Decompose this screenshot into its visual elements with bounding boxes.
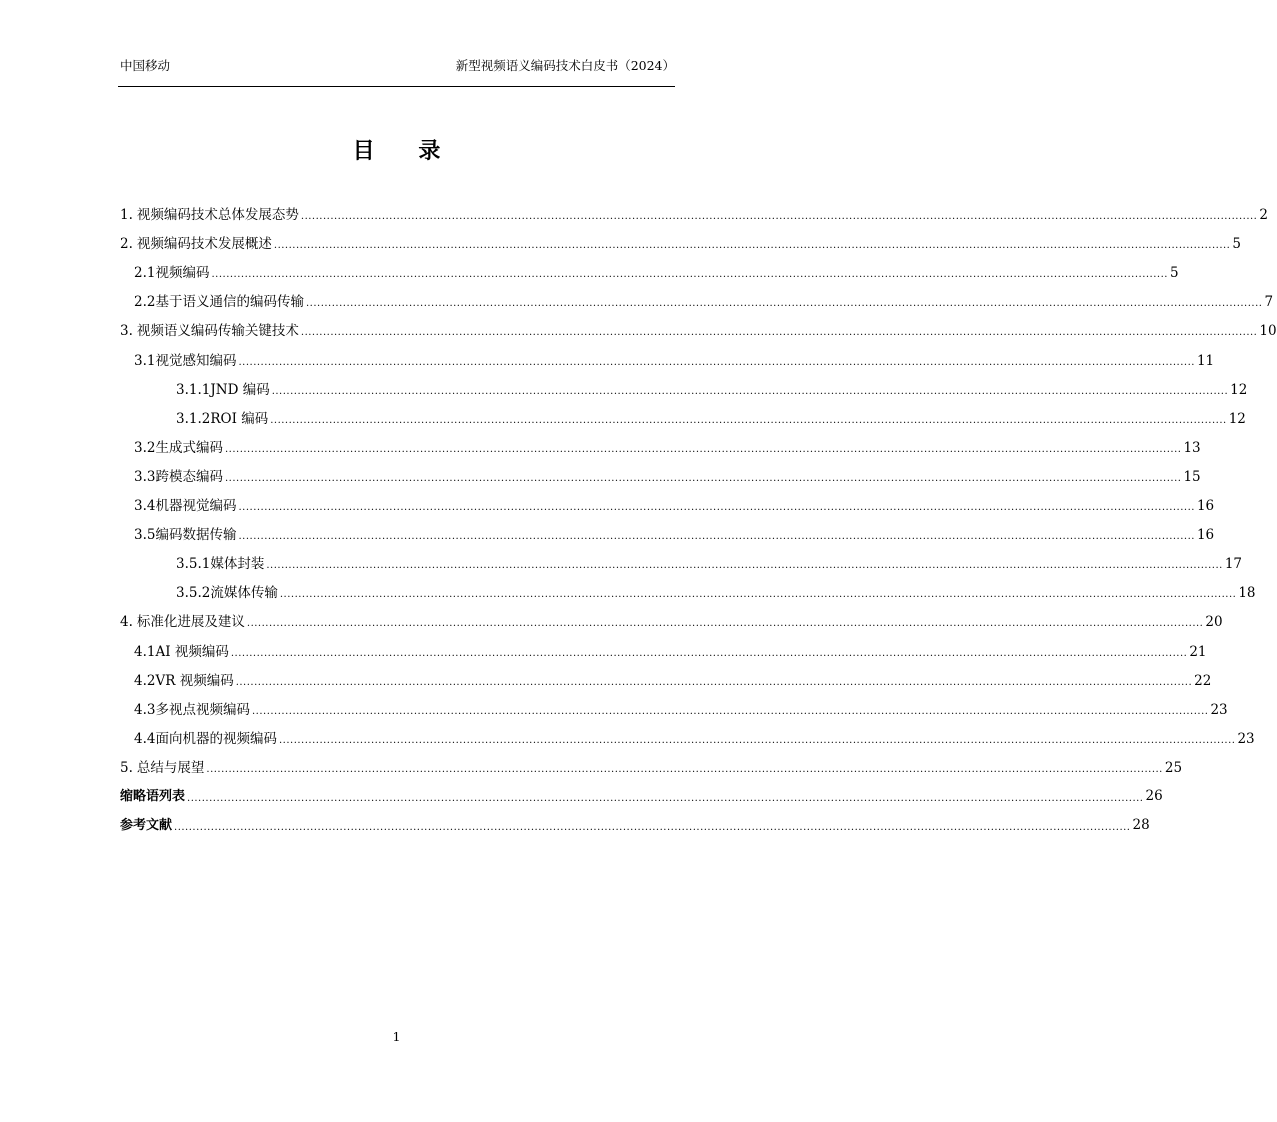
- toc-entry-page: 18: [1238, 585, 1256, 602]
- toc-entry-page: 17: [1224, 556, 1243, 573]
- toc-entry-page: 5: [1169, 265, 1179, 282]
- header-org-name: 中国移动: [120, 58, 171, 73]
- toc-entry-label: 视频语义编码传输关键技术: [136, 323, 299, 340]
- toc-entry-page: 16: [1196, 498, 1215, 514]
- toc-entry[interactable]: [134, 698, 1228, 718]
- toc-dot-leader: ....................................................................................................................................................................................................................................................................: [300, 211, 1258, 222]
- toc-entry-number: 3.1: [134, 352, 156, 369]
- toc-entry-page: 28: [1132, 817, 1150, 834]
- toc-entry-label: 面向机器的视频编码: [155, 730, 277, 747]
- toc-entry-label: 缩略语列表: [120, 789, 186, 804]
- toc-entry-number: 2.: [120, 236, 133, 253]
- toc-entry-label: 参考文献: [120, 818, 173, 834]
- toc-entry[interactable]: [134, 727, 1255, 747]
- toc-entry-page: 20: [1205, 614, 1223, 631]
- page-title: 目 录: [352, 139, 459, 164]
- header-divider: [118, 86, 675, 87]
- toc-entry-page: 25: [1164, 759, 1183, 776]
- toc-entry-number: 3.4: [134, 498, 156, 514]
- toc-entry[interactable]: [134, 465, 1201, 485]
- toc-dot-leader: ....................................................................................................................................................................................................................................................................: [238, 531, 1195, 543]
- toc-dot-leader: ....................................................................................................................................................................................................................................................................: [278, 734, 1236, 746]
- toc-dot-leader: ....................................................................................................................................................................................................................................................................: [187, 793, 1144, 804]
- toc-entry-page: 13: [1183, 439, 1201, 456]
- page-number: 1: [392, 1029, 401, 1044]
- toc-entry[interactable]: [120, 203, 1268, 223]
- toc-dot-leader: ....................................................................................................................................................................................................................................................................: [246, 618, 1204, 630]
- toc-entry[interactable]: [120, 610, 1223, 631]
- toc-entry[interactable]: [134, 640, 1207, 660]
- toc-entry[interactable]: [134, 261, 1179, 282]
- toc-entry-label: 多视点视频编码: [155, 701, 250, 718]
- toc-entry-label: 总结与展望: [136, 759, 205, 776]
- toc-entry-label: 标准化进展及建议: [136, 614, 245, 631]
- toc-entry-number: 3.5: [134, 527, 156, 544]
- toc-entry-label: 视频编码技术总体发展态势: [136, 207, 299, 223]
- toc-dot-leader: ....................................................................................................................................................................................................................................................................: [279, 589, 1237, 601]
- toc-entry[interactable]: [120, 756, 1183, 776]
- toc-entry-page: 7: [1264, 294, 1274, 311]
- toc-entry-number: 4.1: [134, 643, 156, 660]
- toc-entry-page: 21: [1189, 643, 1207, 660]
- toc-entry-label: 基于语义通信的编码传输: [155, 294, 304, 311]
- toc-entry-number: 4.2: [134, 672, 156, 689]
- toc-entry[interactable]: [134, 349, 1215, 369]
- toc-entry-number: 4.: [120, 614, 133, 631]
- toc-dot-leader: ....................................................................................................................................................................................................................................................................: [224, 443, 1182, 455]
- toc-dot-leader: ....................................................................................................................................................................................................................................................................: [270, 414, 1227, 426]
- toc-entry-label: 跨模态编码: [155, 468, 223, 485]
- toc-entry-label: 编码数据传输: [155, 527, 237, 544]
- toc-entry[interactable]: [176, 581, 1256, 602]
- toc-entry-number: 2.2: [134, 294, 156, 311]
- toc-dot-leader: ....................................................................................................................................................................................................................................................................: [300, 327, 1258, 339]
- toc-entry[interactable]: [134, 669, 1212, 689]
- toc-entry-page: 10: [1259, 323, 1277, 340]
- toc-entry-label: 视频编码: [155, 265, 210, 282]
- toc-entry-label: JND 编码: [210, 381, 270, 398]
- toc-entry-label: 视频编码技术发展概述: [136, 236, 272, 253]
- toc-entry[interactable]: [134, 436, 1201, 456]
- toc-dot-leader: ....................................................................................................................................................................................................................................................................: [235, 676, 1193, 688]
- toc-entry[interactable]: [176, 552, 1243, 573]
- toc-entry-label: 流媒体传输: [210, 585, 278, 602]
- toc-dot-leader: ....................................................................................................................................................................................................................................................................: [273, 240, 1231, 252]
- toc-entry-page: 16: [1196, 527, 1215, 544]
- toc-entry-page: 5: [1232, 236, 1241, 253]
- toc-entry-label: 媒体封装: [210, 556, 265, 573]
- toc-entry-number: 2.1: [134, 265, 156, 282]
- toc-entry[interactable]: [120, 319, 1277, 340]
- toc-entry-label: 机器视觉编码: [155, 498, 237, 514]
- toc-entry-number: 3.5.2: [176, 585, 211, 602]
- toc-entry-number: 5.: [120, 759, 133, 776]
- toc-entry[interactable]: [134, 494, 1215, 514]
- toc-entry-number: 3.3: [134, 468, 156, 485]
- toc-entry-label: AI 视频编码: [155, 643, 229, 660]
- toc-dot-leader: ....................................................................................................................................................................................................................................................................: [211, 269, 1168, 281]
- toc-entry-number: 3.1.1: [176, 381, 211, 398]
- toc-entry-number: 4.3: [134, 701, 156, 718]
- toc-dot-leader: ....................................................................................................................................................................................................................................................................: [230, 647, 1188, 659]
- toc-dot-leader: ....................................................................................................................................................................................................................................................................: [238, 502, 1195, 513]
- header-document-title: 新型视频语义编码技术白皮书（2024）: [455, 58, 675, 73]
- toc-entry-page: 22: [1194, 672, 1212, 689]
- toc-dot-leader: ....................................................................................................................................................................................................................................................................: [266, 560, 1223, 572]
- toc-entry-number: 3.5.1: [176, 556, 211, 573]
- toc-entry-label: VR 视频编码: [155, 672, 234, 689]
- toc-entry[interactable]: [176, 407, 1246, 427]
- toc-entry[interactable]: [120, 232, 1241, 253]
- toc-entry-number: 3.2: [134, 439, 156, 456]
- toc-entry[interactable]: [134, 523, 1215, 544]
- toc-entry-page: 2: [1259, 207, 1268, 223]
- toc-entry-number: 3.1.2: [176, 410, 211, 427]
- toc-entry-page: 12: [1228, 410, 1246, 427]
- toc-entry-page: 11: [1196, 352, 1215, 369]
- toc-entry-page: 23: [1210, 701, 1228, 718]
- toc-entry-label: 视觉感知编码: [155, 352, 237, 369]
- toc-dot-leader: ....................................................................................................................................................................................................................................................................: [238, 356, 1195, 368]
- toc-entry-number: 4.4: [134, 730, 156, 747]
- toc-dot-leader: ....................................................................................................................................................................................................................................................................: [305, 298, 1263, 310]
- toc-dot-leader: ....................................................................................................................................................................................................................................................................: [206, 763, 1163, 775]
- toc-dot-leader: ....................................................................................................................................................................................................................................................................: [224, 472, 1182, 484]
- toc-entry-label: ROI 编码: [210, 410, 269, 427]
- toc-entry[interactable]: [134, 290, 1274, 311]
- toc-entry-number: 1.: [120, 207, 133, 223]
- toc-dot-leader: ....................................................................................................................................................................................................................................................................: [251, 705, 1209, 717]
- toc-entry[interactable]: [120, 785, 1163, 805]
- toc-entry-page: 12: [1230, 381, 1248, 398]
- toc-entry-page: 15: [1183, 468, 1201, 485]
- toc-entry[interactable]: [120, 814, 1150, 834]
- toc-dot-leader: ....................................................................................................................................................................................................................................................................: [174, 822, 1131, 834]
- toc-entry-label: 生成式编码: [155, 439, 223, 456]
- toc-dot-leader: ....................................................................................................................................................................................................................................................................: [271, 385, 1229, 397]
- toc-entry-page: 23: [1237, 730, 1255, 747]
- toc-entry[interactable]: [176, 378, 1248, 398]
- toc-entry-page: 26: [1145, 788, 1163, 804]
- toc-entry-number: 3.: [120, 323, 133, 340]
